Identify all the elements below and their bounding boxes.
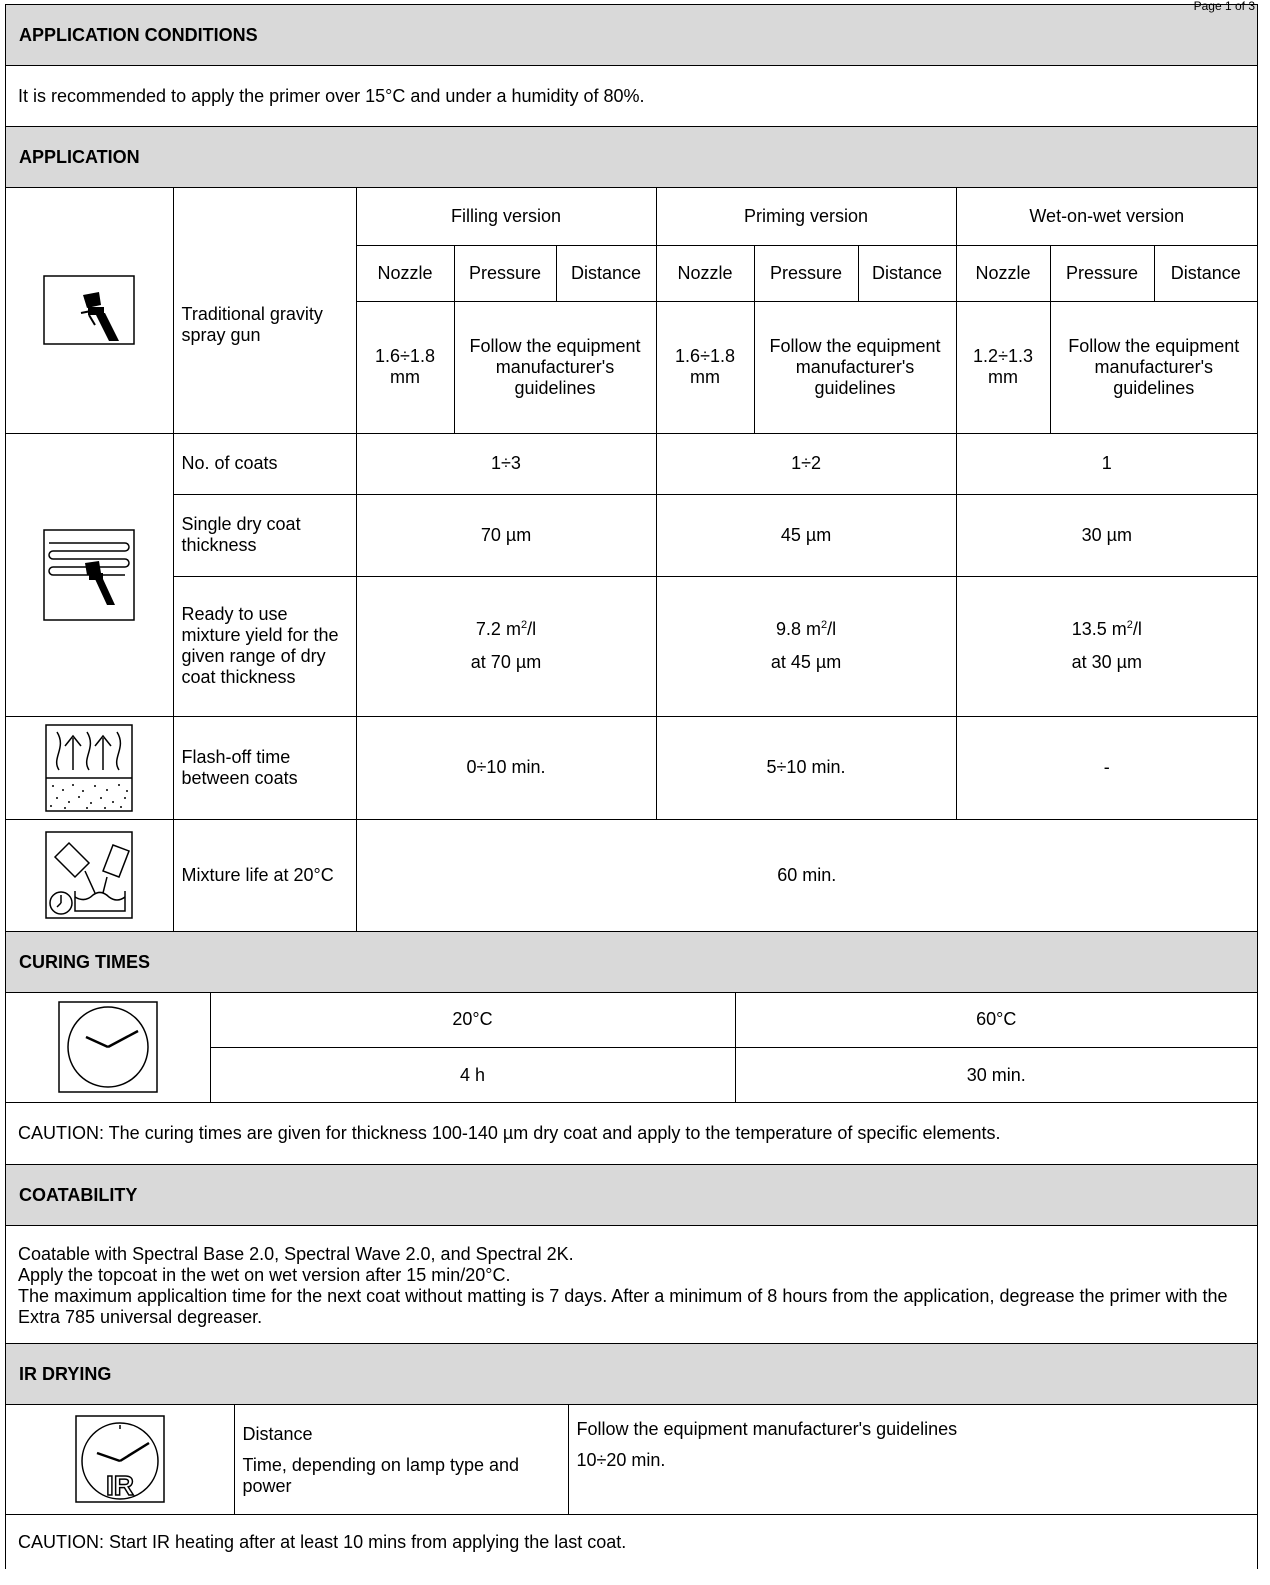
- coats-priming: 1÷2: [656, 433, 956, 494]
- flash-off-icon: [45, 724, 133, 812]
- spray-gun-icon-cell: [6, 188, 173, 433]
- page-number: Page 1 of 3: [1193, 0, 1255, 13]
- sub-header-nozzle: Nozzle: [356, 245, 454, 301]
- ir-values: [568, 1405, 1257, 1514]
- pot-life-icon: [45, 831, 133, 919]
- follow-guidelines-wet-on-wet: Follow the equipment manufacturer's guidelines: [1050, 301, 1257, 433]
- ir-icon-cell: [6, 1405, 234, 1514]
- version-header-priming: Priming version: [656, 188, 956, 245]
- nozzle-filling: 1.6÷1.8 mm: [356, 301, 454, 433]
- curing-temp-20: 20°C: [210, 993, 735, 1048]
- coats-filling: 1÷3: [356, 433, 656, 494]
- coatability-header: COATABILITY: [6, 1165, 1257, 1226]
- flash-filling: 0÷10 min.: [356, 716, 656, 819]
- coatability-line: Coatable with Spectral Base 2.0, Spectral Wave 2.0, and Spectral 2K.: [18, 1244, 574, 1264]
- coats-label: No. of coats: [173, 433, 356, 494]
- clock-icon: [58, 1001, 158, 1093]
- ir-icon-text: IR: [105, 1470, 134, 1502]
- flash-label: Flash-off time between coats: [173, 716, 356, 819]
- thickness-filling: 70 µm: [356, 494, 656, 576]
- multi-coat-spray-icon: [43, 529, 135, 621]
- spray-gun-icon: [43, 275, 135, 345]
- version-header-filling: Filling version: [356, 188, 656, 245]
- curing-temp-60: 60°C: [735, 993, 1257, 1048]
- application-table: [6, 188, 1257, 932]
- nozzle-priming: 1.6÷1.8 mm: [656, 301, 754, 433]
- application-conditions-header: APPLICATION CONDITIONS: [6, 5, 1257, 66]
- technical-data-sheet: [5, 0, 1258, 1569]
- sub-header-distance: Distance: [556, 245, 656, 301]
- flash-priming: 5÷10 min.: [656, 716, 956, 819]
- follow-guidelines-filling: Follow the equipment manufacturer's guidelines: [454, 301, 656, 433]
- sub-header-pressure: Pressure: [454, 245, 556, 301]
- curing-time-60: 30 min.: [735, 1048, 1257, 1103]
- curing-time-20: 4 h: [210, 1048, 735, 1103]
- ir-time-value: 10÷20 min.: [576, 1450, 666, 1470]
- gun-label: Traditional gravity spray gun: [173, 188, 356, 433]
- sub-header-distance: Distance: [858, 245, 956, 301]
- ir-drying-header: IR DRYING: [6, 1344, 1257, 1405]
- application-header: APPLICATION: [6, 127, 1257, 188]
- thickness-label: Single dry coat thickness: [173, 494, 356, 576]
- coats-icon-cell: [6, 433, 173, 716]
- flash-icon-cell: [6, 716, 173, 819]
- coats-wet-on-wet: 1: [956, 433, 1257, 494]
- ir-distance-value: Follow the equipment manufacturer's guidelines: [576, 1419, 958, 1439]
- mixture-life-value: 60 min.: [356, 819, 1257, 931]
- version-header-wet-on-wet: Wet-on-wet version: [956, 188, 1257, 245]
- curing-caution: CAUTION: The curing times are given for thickness 100-140 µm dry coat and apply to the temperature of specific elements.: [6, 1103, 1257, 1165]
- ir-caution: CAUTION: Start IR heating after at least 10 mins from applying the last coat.: [18, 1531, 627, 1552]
- yield-wet-on-wet: 13.5 $m^2/l$ at 30 µm: [956, 576, 1257, 716]
- clock-icon-cell: [6, 993, 210, 1103]
- curing-times-header: CURING TIMES: [6, 932, 1257, 993]
- ir-drying-table: [6, 1405, 1257, 1515]
- yield-filling: 7.2 $m^2/l$ at 70 µm: [356, 576, 656, 716]
- application-conditions-text: It is recommended to apply the primer over 15°C and under a humidity of 80%.: [6, 66, 1257, 127]
- thickness-priming: 45 µm: [656, 494, 956, 576]
- thickness-wet-on-wet: 30 µm: [956, 494, 1257, 576]
- ir-clock-icon: [75, 1415, 165, 1503]
- follow-guidelines-priming: Follow the equipment manufacturer's guidelines: [754, 301, 956, 433]
- coatability-text: [6, 1226, 1257, 1344]
- ir-time-label: Time, depending on lamp type and power: [242, 1454, 520, 1496]
- ir-labels: [234, 1405, 568, 1514]
- coatability-line: The maximum applicaltion time for the next coat without matting is 7 days. After a minimum of 8 hours from the application, degrease the primer with the Extra 785 universal degreaser.: [18, 1286, 1228, 1327]
- coatability-line: Apply the topcoat in the wet on wet version after 15 min/20°C.: [18, 1265, 511, 1285]
- curing-table: [6, 993, 1257, 1104]
- sub-header-distance: Distance: [1154, 245, 1257, 301]
- flash-wet-on-wet: -: [956, 716, 1257, 819]
- sub-header-pressure: Pressure: [1050, 245, 1154, 301]
- mixture-life-icon-cell: [6, 819, 173, 931]
- yield-label: Ready to use mixture yield for the given range of dry coat thickness: [173, 576, 356, 716]
- nozzle-wet-on-wet: 1.2÷1.3 mm: [956, 301, 1050, 433]
- sub-header-pressure: Pressure: [754, 245, 858, 301]
- sub-header-nozzle: Nozzle: [956, 245, 1050, 301]
- yield-priming: 9.8 $m^2/l$ at 45 µm: [656, 576, 956, 716]
- mixture-life-label: Mixture life at 20°C: [173, 819, 356, 931]
- sub-header-nozzle: Nozzle: [656, 245, 754, 301]
- ir-distance-label: Distance: [242, 1423, 313, 1444]
